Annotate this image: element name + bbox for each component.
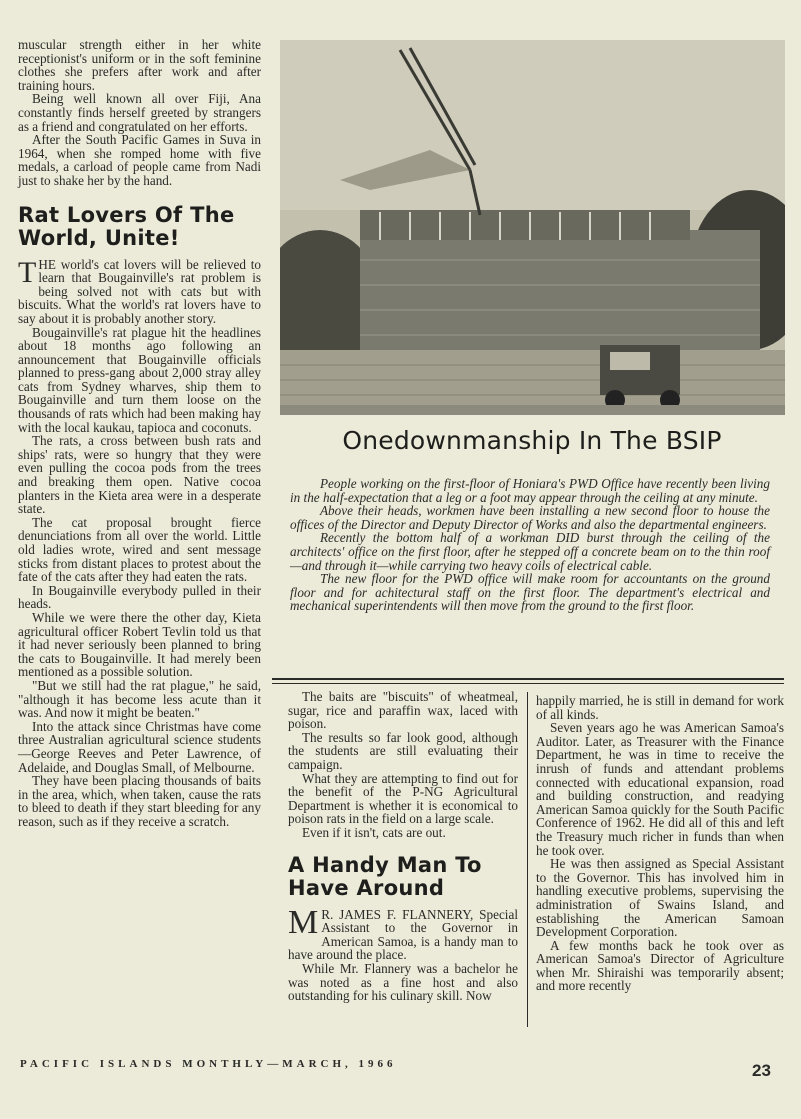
- right-paragraph-4: A few months back he took over as American Samoa's Director of Agriculture when Mr. Shiraishi was temporarily absent; and more recently: [536, 937, 784, 994]
- divider-rule-thin: [272, 683, 784, 684]
- bsip-headline: Onedownmanship In The BSIP: [342, 426, 722, 455]
- right-paragraph-3: He was then assigned as Special Assistant to the Governor. This has involved him in handling executive problems, supervising the administration of Swains Island, and establishing the American Samoan Development Corporation.: [536, 856, 784, 940]
- rat-paragraph-9: They have been placing thousands of baits in the area, which, when taken, cause the rats to bleed to death if they start bleeding for any reason, such as if they receive a scratch.: [18, 773, 261, 829]
- right-paragraph-1: happily married, he is still in demand for work of all kinds.: [536, 693, 784, 722]
- bsip-body: [290, 477, 770, 613]
- bsip-paragraph-1: People working on the first-floor of Honiara's PWD Office have recently been living in the half-expectation that a leg or a foot may appear through the ceiling at any minute.: [290, 476, 770, 505]
- page-number: 23: [752, 1061, 771, 1080]
- rat-continued-paragraph-1: The baits are "biscuits" of wheatmeal, sugar, rice and paraffin wax, laced with poison.: [288, 689, 518, 732]
- handy-paragraph-1: M R. JAMES F. FLANNERY, Special Assistant to the Governor in American Samoa, is a handy man to have around the place.: [288, 903, 518, 963]
- handy-dropcap: M: [288, 903, 319, 941]
- left-column: [18, 38, 261, 828]
- rat-paragraph-3: The rats, a cross between bush rats and ships' rats, were so hungry that they were even pulling the cocoa pods from the trees and breaking them open. Native cocoa planters in the Kieta area were in a desperate state.: [18, 433, 261, 517]
- construction-photo: [280, 40, 785, 415]
- rat-paragraph-4: The cat proposal brought fierce denunciations from all over the world. Little old ladies wrote, wired and sent message sticks from distant places to protest about the fate of the cats after they had eaten the rats.: [18, 514, 261, 585]
- right-paragraph-2: Seven years ago he was American Samoa's Auditor. Later, as Treasurer with the Finance Department, he was in time to receive the inrush of funds and attendant problems connected with educational expansion, road and building construction, and readying American Samoa quickly for the South Pacific Conference of 1962. He did all of this and left the Treasury much richer in funds than when he took over.: [536, 720, 784, 858]
- publication-footer: PACIFIC ISLANDS MONTHLY—MARCH, 1966: [20, 1058, 397, 1070]
- column-divider: [527, 692, 528, 1027]
- rat-paragraph-1: THE world's cat lovers will be relieved to learn that Bougainville's rat problem is being solved not with cats but with biscuits. What the world's rat lovers have to say about it is probably another story.: [18, 255, 261, 326]
- divider-rule-thick: [272, 678, 784, 680]
- construction-photo-illustration: [280, 40, 785, 415]
- rat-paragraph-2: Bougainville's rat plague hit the headlines about 18 months ago following an announcement that Bougainville officials planned to press-gang about 2,000 stray alley cats from Sydney wharves, ship them to Bougainville and turn them loose on the thousands of rats which had been making hay with the local kaukau, tapioca and coconuts.: [18, 324, 261, 435]
- rat-dropcap: T: [18, 255, 37, 289]
- handy-paragraph-2: While Mr. Flannery was a bachelor he was noted as a fine host and also outstanding for his culinary skill. Now: [288, 960, 518, 1004]
- right-column: [536, 694, 784, 993]
- middle-column: [288, 690, 518, 1003]
- bsip-paragraph-3: Recently the bottom half of a workman DID burst through the ceiling of the architects' office on the first floor, after he stepped off a concrete beam on to the thin roof—and through it—while carrying two heavy coils of electrical cable.: [290, 530, 770, 573]
- handy-man-headline: A Handy Man To Have Around: [288, 852, 482, 900]
- intro-paragraph-2: Being well known all over Fiji, Ana constantly finds herself greeted by strangers as a friend and congratulated on her efforts.: [18, 91, 261, 134]
- rat-continued-paragraph-4: Even if it isn't, cats are out.: [302, 824, 446, 840]
- intro-paragraph-1: muscular strength either in her white receptionist's uniform or in the soft feminine clothes she prefers after work and after training hours.: [18, 37, 261, 93]
- rat-continued-paragraph-2: The results so far look good, although the students are still evaluating their campaign.: [288, 729, 518, 772]
- rat-paragraph-5: In Bougainville everybody pulled in their heads.: [18, 582, 261, 612]
- rat-paragraph-6: While we were there the other day, Kieta agricultural officer Robert Tevlin told us that it had never seriously been planned to bring the cats to Bougainville. It had merely been mentioned as a possible solution.: [18, 609, 261, 680]
- rat-paragraph-7: "But we still had the rat plague," he said, "although it has become less acute than it was. And now it might be beaten.": [18, 677, 261, 721]
- intro-paragraph-3: After the South Pacific Games in Suva in 1964, when she romped home with five medals, a carload of people came from Nadi just to shake her by the hand.: [18, 132, 261, 188]
- bsip-paragraph-4: The new floor for the PWD office will make room for accountants on the ground floor and for achitectural staff on the first floor. The department's electrical and mechanical superintendents will then move from the ground to the first floor.: [290, 571, 770, 614]
- rat-paragraph-8: Into the attack since Christmas have come three Australian agricultural science students—George Reeves and Peter Lawrence, of Adelaide, and Douglas Small, of Melbourne.: [18, 718, 261, 775]
- rat-continued-paragraph-3: What they are attempting to find out for the benefit of the P-NG Agricultural Department is whether it is economical to poison rats in the field on a large scale.: [288, 770, 518, 827]
- rat-lovers-headline: Rat Lovers Of The World, Unite!: [18, 202, 235, 250]
- bsip-paragraph-2: Above their heads, workmen have been installing a new second floor to house the offices of the Director and Deputy Director of Works and also the departmental engineers.: [290, 503, 770, 532]
